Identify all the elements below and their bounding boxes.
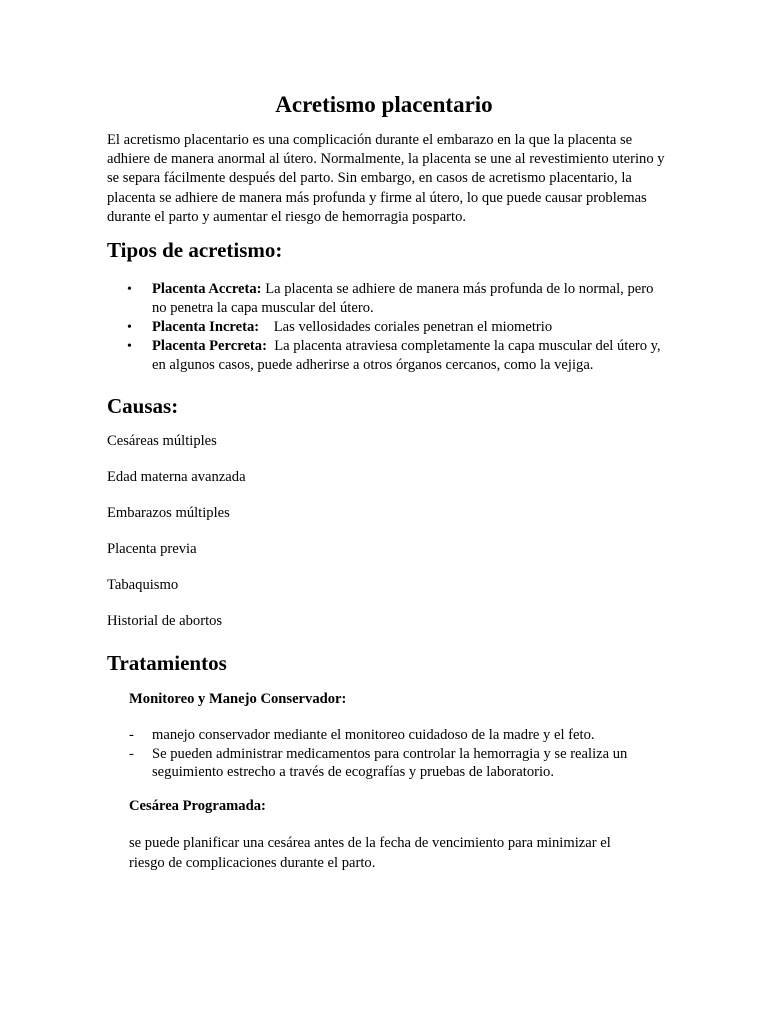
list-item-text: La placenta se adhiere de manera más profunda de lo normal, pero no penetra la capa muscular del útero. — [152, 281, 654, 316]
causa-item: Tabaquismo — [107, 577, 179, 593]
tratamientos-heading: Tratamientos — [107, 651, 227, 675]
list-item — [129, 726, 669, 745]
list-item-term: Placenta Percreta: — [152, 338, 267, 354]
monitoreo-list — [129, 726, 669, 782]
tipos-heading: Tipos de acretismo: — [107, 238, 283, 262]
cesarea-paragraph: se puede planificar una cesárea antes de la fecha de vencimiento para minimizar el riesgo de complicaciones durante el parto. — [129, 835, 611, 871]
causa-item: Placenta previa — [107, 541, 197, 557]
causa-item: Historial de abortos — [107, 613, 223, 629]
causa-item: Edad materna avanzada — [107, 469, 246, 485]
cesarea-heading: Cesárea Programada: — [129, 798, 266, 814]
document-title: Acretismo placentario — [275, 92, 493, 117]
causa-item: Embarazos múltiples — [107, 505, 230, 521]
causas-heading: Causas: — [107, 394, 179, 418]
list-item — [107, 280, 667, 318]
causa-item: Cesáreas múltiples — [107, 433, 217, 449]
tipos-list — [107, 280, 667, 375]
bullet-icon: • — [127, 282, 132, 297]
dash-icon: - — [129, 727, 134, 743]
list-item-text: manejo conservador mediante el monitoreo cuidadoso de la madre y el feto. — [152, 727, 595, 743]
bullet-icon: • — [127, 320, 132, 335]
list-item — [107, 337, 667, 375]
bullet-icon: • — [127, 339, 132, 354]
list-item-term: Placenta Increta: — [152, 319, 260, 335]
monitoreo-heading: Monitoreo y Manejo Conservador: — [129, 691, 347, 707]
list-item — [107, 318, 667, 337]
list-item-text: La placenta atraviesa completamente la capa muscular del útero y, en algunos casos, puede adherirse a otros órganos cercanos, como la vejiga. — [152, 338, 661, 373]
intro-paragraph: El acretismo placentario es una complicación durante el embarazo en la que la placenta se adhiere de manera anormal al útero. Normalmente, la placenta se une al revestimiento uterino y se separa fácilmente después del parto. Sin embargo, en casos de acretismo placentario, la placenta se adhiere de manera más profunda y firme al útero, lo que puede causar problemas durante el parto y aumentar el riesgo de hemorragia posparto. — [107, 132, 665, 225]
list-item-text: Se pueden administrar medicamentos para controlar la hemorragia y se realiza un seguimiento estrecho a través de ecografías y pruebas de laboratorio. — [152, 745, 628, 780]
list-item — [129, 745, 669, 782]
list-item-term: Placenta Accreta: — [152, 281, 262, 297]
dash-icon: - — [129, 745, 134, 762]
list-item-text: Las vellosidades coriales penetran el miometrio — [259, 319, 553, 335]
